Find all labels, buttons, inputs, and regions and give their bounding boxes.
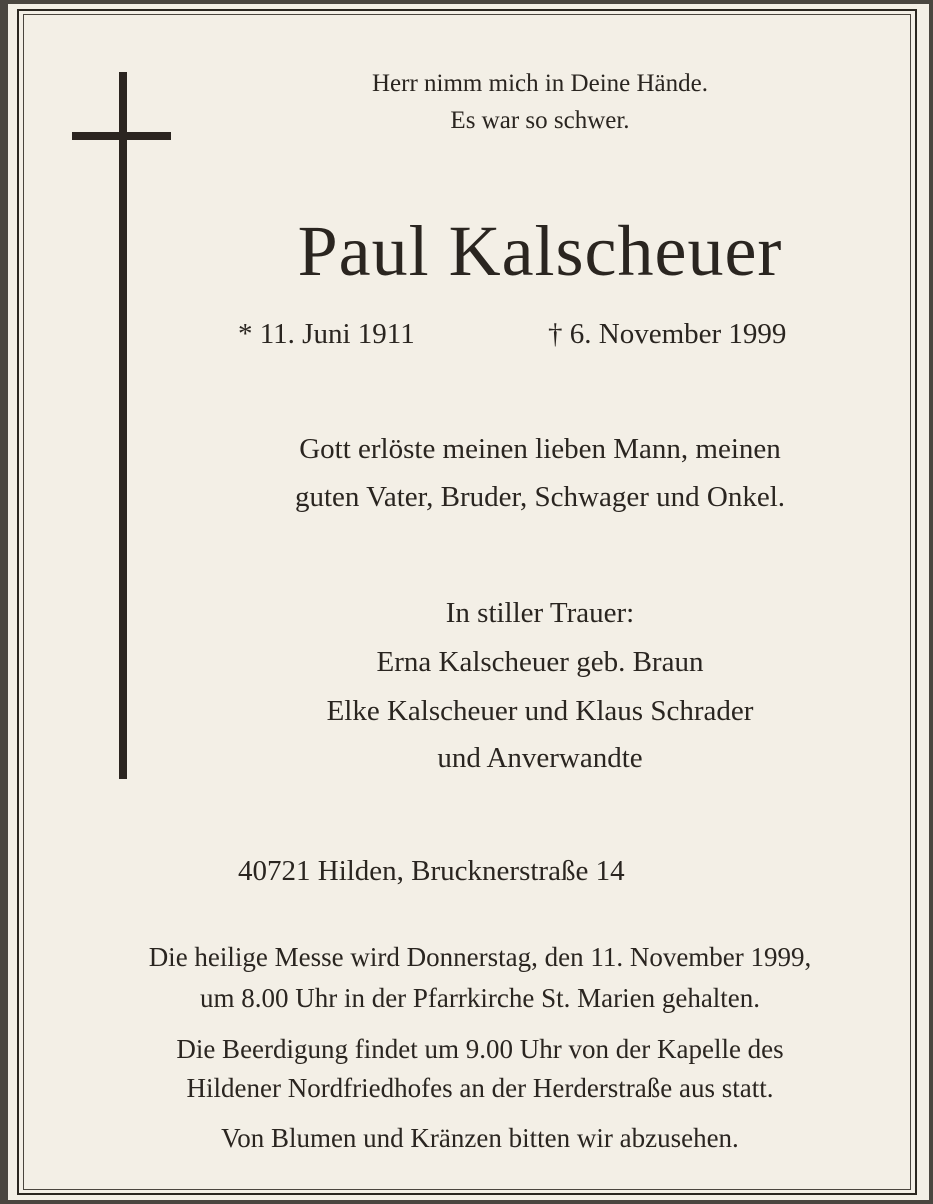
motto-line-2: Es war so schwer.: [450, 107, 630, 134]
mass-info-line-1: Die heilige Messe wird Donnerstag, den 11. November 1999,: [148, 942, 812, 972]
message-line-1: Gott erlöste meinen lieben Mann, meinen: [299, 433, 781, 465]
message-line-2: guten Vater, Bruder, Schwager und Onkel.: [294, 481, 785, 513]
family-address: 40721 Hilden, Brucknerstraße 14: [238, 855, 625, 887]
birth-date: * 11. Juni 1911: [238, 318, 415, 350]
mourner-line-2: Elke Kalscheuer und Klaus Schrader: [326, 695, 754, 727]
deceased-name: Paul Kalscheuer: [297, 211, 783, 291]
cross-icon-vertical-bar: [119, 72, 127, 779]
mass-info-line-2: um 8.00 Uhr in der Pfarrkirche St. Marien gehalten.: [199, 983, 761, 1013]
death-date: † 6. November 1999: [548, 318, 787, 350]
flowers-note: Von Blumen und Kränzen bitten wir abzusehen.: [221, 1123, 739, 1153]
mourner-line-1: Erna Kalscheuer geb. Braun: [376, 646, 704, 678]
mourners-heading: In stiller Trauer:: [445, 597, 635, 629]
cross-icon-horizontal-bar: [72, 132, 171, 140]
burial-info-line-2: Hildener Nordfriedhofes an der Herderstraße aus statt.: [186, 1073, 774, 1103]
motto-line-1: Herr nimm mich in Deine Hände.: [371, 70, 708, 97]
burial-info-line-1: Die Beerdigung findet um 9.00 Uhr von der Kapelle des: [176, 1034, 784, 1064]
mourner-line-3: und Anverwandte: [437, 742, 643, 774]
